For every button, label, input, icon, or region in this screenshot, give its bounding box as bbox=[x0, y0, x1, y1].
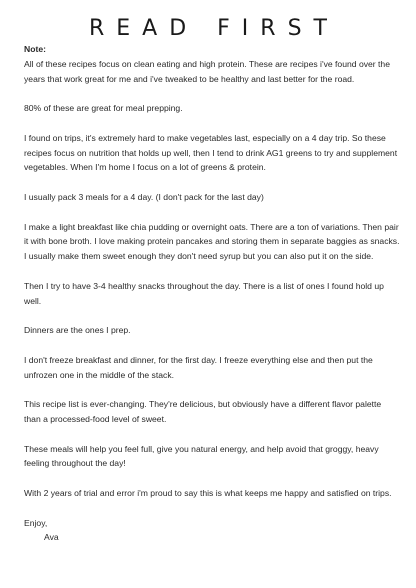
paragraph-10: These meals will help you feel full, give you natural energy, and help avoid that groggy, heavy feeling throughout the day! bbox=[24, 443, 379, 469]
signature: Ava bbox=[44, 532, 59, 543]
paragraph-2: 80% of these are great for meal prepping. bbox=[24, 103, 183, 114]
paragraph-11: With 2 years of trial and error i'm proud to say this is what keeps me happy and satisfied on trips. bbox=[24, 487, 392, 498]
paragraph-6: Then I try to have 3-4 healthy snacks throughout the day. There is a list of ones I found hold up well. bbox=[24, 280, 384, 306]
paragraph-7: Dinners are the ones I prep. bbox=[24, 325, 131, 336]
document-body bbox=[24, 42, 400, 545]
paragraph-8: I don't freeze breakfast and dinner, for the first day. I freeze everything else and then put the unfrozen one in the middle of the stack. bbox=[24, 354, 373, 380]
intro-paragraph bbox=[24, 42, 400, 86]
page-title: READ FIRST bbox=[88, 16, 339, 41]
note-label: Note: bbox=[24, 44, 46, 54]
paragraph-4: I usually pack 3 meals for a 4 day. (I don't pack for the last day) bbox=[24, 191, 264, 202]
paragraph-9: This recipe list is ever-changing. They're delicious, but obviously have a different flavor palette than a processed-food level of sweet. bbox=[24, 399, 382, 424]
paragraph-3: I found on trips, it's extremely hard to make vegetables last, especially on a 4 day trip. So these recipes focus on nutrition that holds up well, then I tend to drink AG1 greens to try and supplement vegetables. When I'm home I focus on a lot of greens & protein. bbox=[24, 132, 398, 173]
sign-off: Enjoy, bbox=[24, 517, 48, 528]
paragraph-1: All of these recipes focus on clean eating and high protein. These are recipes i've found over the years that work great for me and i've tweaked to be healthy and last better for the road. bbox=[24, 58, 390, 84]
paragraph-5: I make a light breakfast like chia pudding or overnight oats. There are a ton of variations. Then pair it with bone broth. I love making protein pancakes and storing them in separate baggies as snacks. I usually make them sweet enough they don't need syrup but you can also put it on the side. bbox=[24, 221, 400, 262]
